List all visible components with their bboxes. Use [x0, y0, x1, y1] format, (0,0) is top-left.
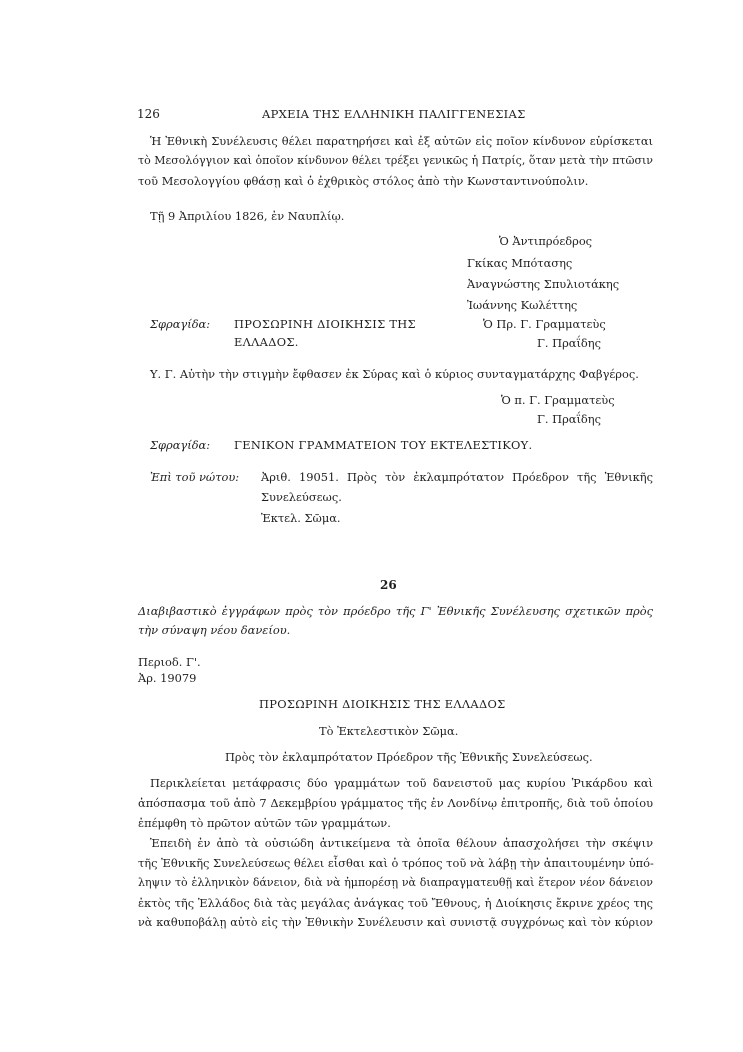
document-number: 26: [380, 578, 397, 592]
signatory-line: Ὁ Ἀντιπρόεδρος: [499, 234, 593, 248]
verso-line: Ἐκτελ. Σῶμα.: [261, 511, 341, 525]
signatory-line: Γκίκας Μπότασης: [467, 256, 573, 270]
addressee-line: Πρὸς τὸν ἐκλαμπρότατον Πρόεδρον τῆς Ἐθνικῆς Συνελεύσεως.: [225, 750, 593, 764]
verso-line: Ἀριθ. 19051. Πρὸς τὸν ἐκλαμπρότατον Πρόεδρον τῆς Ἐθνικῆς: [261, 470, 653, 484]
summary-line: τὴν σύναψη νέου δανείου.: [138, 623, 291, 637]
seal-label: Σφραγίδα:: [150, 317, 211, 331]
document-subheading: Τὸ Ἐκτελεστικὸν Σῶμα.: [319, 724, 459, 738]
body-line: ἐπέμφθη τὸ πρῶτον αὐτῶν τῶν γραμμάτων.: [138, 816, 391, 830]
signatory-line: Ἀναγνώστης Σπυλιοτάκης: [467, 277, 620, 291]
date-line: Τῇ 9 Ἀπριλίου 1826, ἐν Ναυπλίῳ.: [150, 209, 345, 223]
secretary-line: Ὁ Πρ. Γ. Γραμματεὺς: [483, 317, 606, 331]
verso-label: Ἐπὶ τοῦ νώτου:: [150, 470, 240, 484]
body-line: ἀπόσπασμα τοῦ ἀπὸ 7 Δεκεμβρίου γράμματος τῆς ἐν Λονδίνῳ ἐπιτροπῆς, διὰ τοῦ ὁποίου: [138, 796, 653, 810]
reference-line: Περιοδ. Γ'.: [138, 655, 201, 669]
secretary-line: Γ. Πραΐδης: [537, 336, 601, 350]
paragraph-line: τὸ Μεσολόγγιον καὶ ὁποῖον κίνδυνον θέλει τρέξει γενικῶς ἡ Πατρίς, ὅταν μετὰ τὴν πτῶσιν: [138, 154, 653, 167]
verso-line: Συνελεύσεως.: [261, 490, 342, 504]
paragraph-line: τοῦ Μεσολογγίου φθάσῃ καὶ ὁ ἐχθρικὸς στόλος ἀπὸ τὴν Κωνσταντινούπολιν.: [138, 174, 589, 188]
running-title: ΑΡΧΕΙΑ ΤΗΣ ΕΛΛΗΝΙΚΗ ΠΑΛΙΓΓΕΝΕΣΙΑΣ: [262, 107, 526, 121]
body-line: Περικλείεται μετάφρασις δύο γραμμάτων τοῦ δανειστοῦ μας κυρίου Ῥικάρδου καὶ: [150, 776, 653, 790]
seal-label: Σφραγίδα:: [150, 438, 211, 452]
signatory-line: Ἰωάννης Κωλέττης: [467, 298, 578, 312]
postscript: Υ. Γ. Αὐτὴν τὴν στιγμὴν ἔφθασεν ἐκ Σύρας καὶ ὁ κύριος συνταγματάρχης Φαβγέρος.: [150, 367, 639, 381]
body-line: Ἐπειδὴ ἐν ἀπὸ τὰ οὐσιώδη ἀντικείμενα τὰ ὁποῖα θέλουν ἀπασχολήσει τὴν σκέψιν: [150, 836, 653, 850]
summary-line: Διαβιβαστικὸ ἐγγράφων πρὸς τὸν πρόεδρο τῆς Γ' Ἐθνικῆς Συνέλευσης σχετικῶν πρὸς: [138, 604, 653, 618]
body-line: ἐκτὸς τῆς Ἑλλάδος διὰ τὰς μεγάλας ἀνάγκας τοῦ Ἔθνους, ἡ Διοίκησις ἔκρινε χρέος της: [138, 896, 653, 910]
secretary-line: Γ. Πραΐδης: [537, 412, 601, 426]
body-line: νὰ καθυποβάλῃ αὐτὸ εἰς τὴν Ἐθνικὴν Συνέλευσιν καὶ συνιστᾷ συγχρόνως καὶ τὸν κύριον: [138, 916, 653, 929]
seal-text: ΓΕΝΙΚΟΝ ΓΡΑΜΜΑΤΕΙΟΝ ΤΟΥ ΕΚΤΕΛΕΣΤΙΚΟΥ.: [234, 438, 533, 452]
seal-text-line: ΕΛΛΑΔΟΣ.: [234, 335, 299, 349]
page-number: 126: [137, 107, 160, 121]
document-heading: ΠΡΟΣΩΡΙΝΗ ΔΙΟΙΚΗΣΙΣ ΤΗΣ ΕΛΛΑΔΟΣ: [259, 697, 506, 711]
paragraph-line: Ἡ Ἐθνικὴ Συνέλευσις θέλει παρατηρήσει καὶ ἐξ αὐτῶν εἰς ποῖον κίνδυνον εὑρίσκεται: [150, 134, 653, 148]
body-line: τῆς Ἐθνικῆς Συνελεύσεως θέλει εἶσθαι καὶ ὁ τρόπος τοῦ νὰ λάβῃ τὴν ἀπαιτουμένην ὑπό-: [138, 856, 654, 870]
body-line: ληψιν τὸ ἑλληνικὸν δάνειον, διὰ νὰ ἠμπορέσῃ νὰ διαπραγματευθῇ καὶ ἕτερον νέον δάνειον: [138, 876, 653, 889]
seal-text-line: ΠΡΟΣΩΡΙΝΗ ΔΙΟΙΚΗΣΙΣ ΤΗΣ: [234, 317, 416, 331]
secretary-line: Ὁ π. Γ. Γραμματεὺς: [501, 393, 615, 407]
reference-line: Ἀρ. 19079: [138, 671, 197, 685]
